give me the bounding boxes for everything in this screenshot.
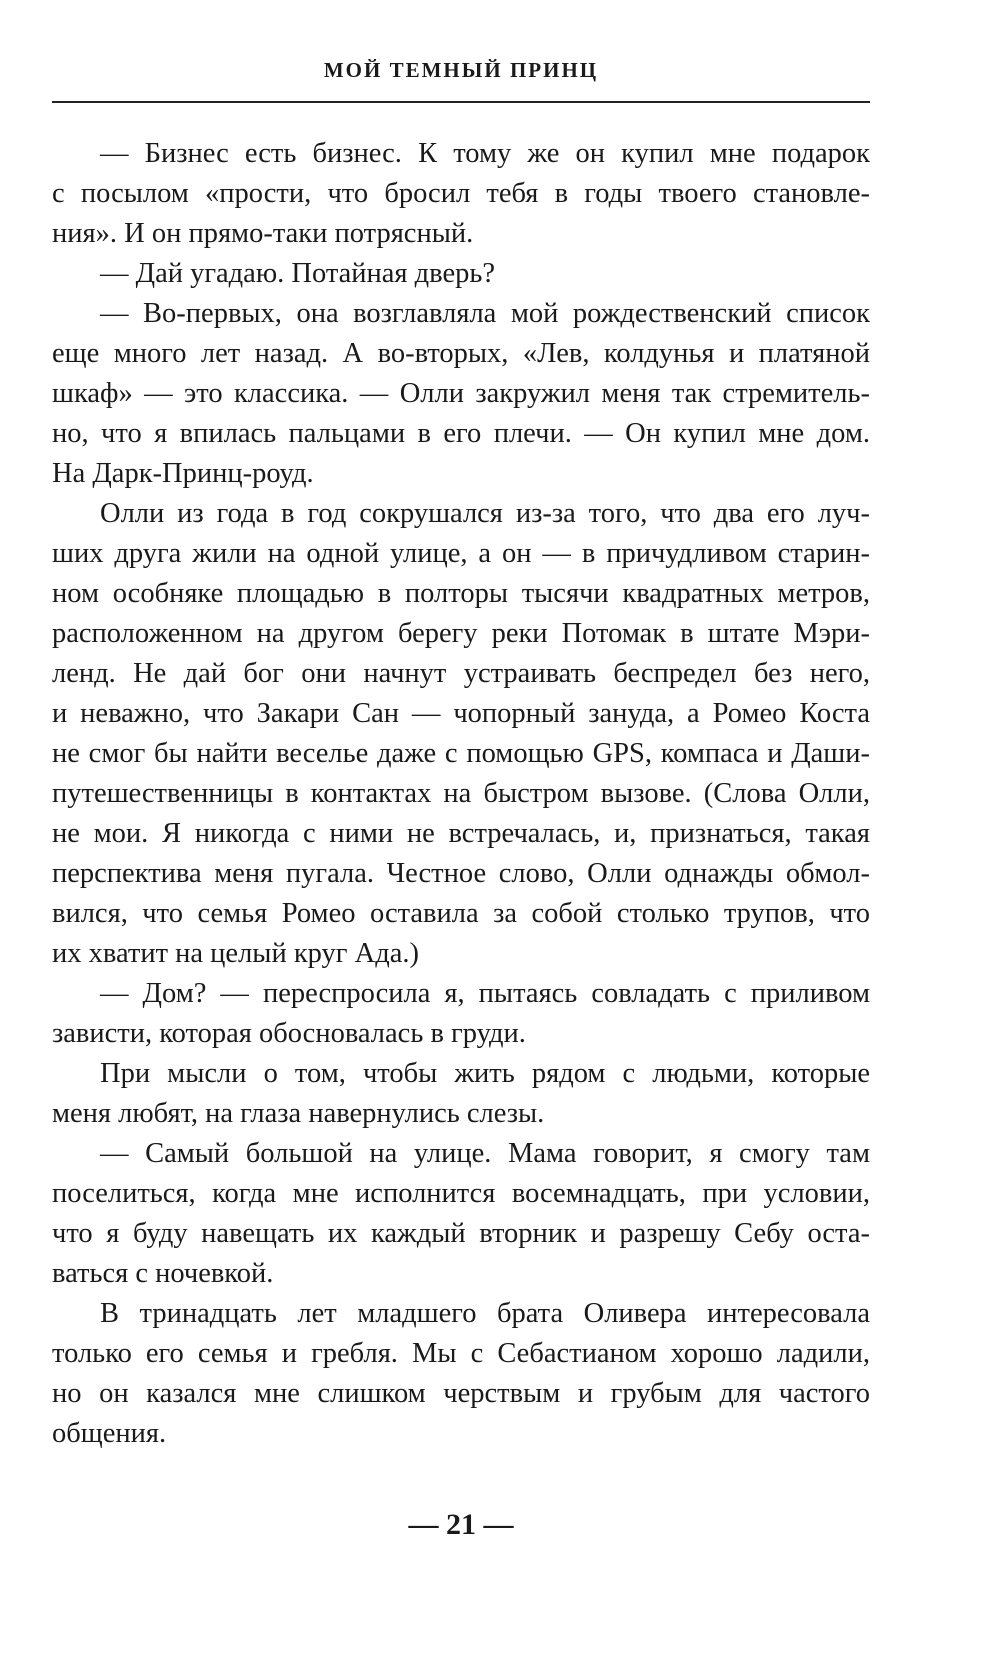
text-line: шкаф» — это классика. — Олли закружил меня так стремитель- [52,378,870,409]
text-line: Олли из года в год сокрушался из-за того, что два его луч- [100,498,870,529]
text-line: ших друга жили на одной улице, а он — в причудливом старин- [52,538,870,569]
text-line: перспектива меня пугала. Честное слово, Олли однажды обмол- [52,858,870,889]
text-line: На Дарк-Принц-роуд. [52,458,314,489]
text-line: В тринадцать лет младшего брата Оливера интересовала [100,1298,870,1329]
text-line: — Во-первых, она возглавляла мой рождественский список [100,298,870,329]
text-line: не мои. Я никогда с ними не встречалась, и, признаться, такая [52,818,870,849]
text-line: не смог бы найти веселье даже с помощью GPS, компаса и Даши- [52,738,870,769]
text-line: еще много лет назад. А во-вторых, «Лев, колдунья и платяной [52,338,870,369]
text-line: ния». И он прямо-таки потрясный. [52,218,474,249]
page-body [52,134,870,1454]
text-line: что я буду навещать их каждый вторник и разрешу Себу оста- [52,1218,870,1249]
text-line: поселиться, когда мне исполнится восемнадцать, при условии, [52,1178,870,1209]
text-line: — Самый большой на улице. Мама говорит, я смогу там [100,1138,870,1169]
text-line: и неважно, что Закари Сан — чопорный зануда, а Ромео Коста [52,698,870,729]
text-line: но он казался мне слишком черствым и грубым для частого [52,1378,870,1409]
text-line: — Дом? — переспросила я, пытаясь совладать с приливом [100,978,870,1009]
text-line: только его семья и гребля. Мы с Себастианом хорошо ладили, [52,1338,870,1369]
text-line: с посылом «прости, что бросил тебя в годы твоего становле- [52,178,870,209]
text-line: ленд. Не дай бог они начнут устраивать беспредел без него, [52,658,870,689]
text-line: расположенном на другом берегу реки Потомак в штате Мэри- [52,618,870,649]
text-line: вился, что семья Ромео оставила за собой столько трупов, что [52,898,870,929]
running-title: МОЙ ТЕМНЫЙ ПРИНЦ [323,58,599,82]
text-line: меня любят, на глаза навернулись слезы. [52,1098,545,1129]
header-rule [52,101,870,103]
text-line: — Бизнес есть бизнес. К тому же он купил мне подарок [100,138,870,169]
text-line: их хватит на целый круг Ада.) [52,938,419,969]
text-line: ваться с ночевкой. [52,1258,274,1289]
text-line: — Дай угадаю. Потайная дверь? [100,258,496,289]
text-line: путешественницы в контактах на быстром вызове. (Слова Олли, [52,778,870,809]
text-line: При мысли о том, чтобы жить рядом с людьми, которые [100,1058,870,1089]
text-line: общения. [52,1418,167,1449]
text-line: ном особняке площадью в полторы тысячи квадратных метров, [52,578,870,609]
text-line: зависти, которая обосновалась в груди. [52,1018,526,1049]
text-line: но, что я впилась пальцами в его плечи. — Он купил мне дом. [52,418,870,449]
page-number: — 21 — [408,1508,514,1541]
